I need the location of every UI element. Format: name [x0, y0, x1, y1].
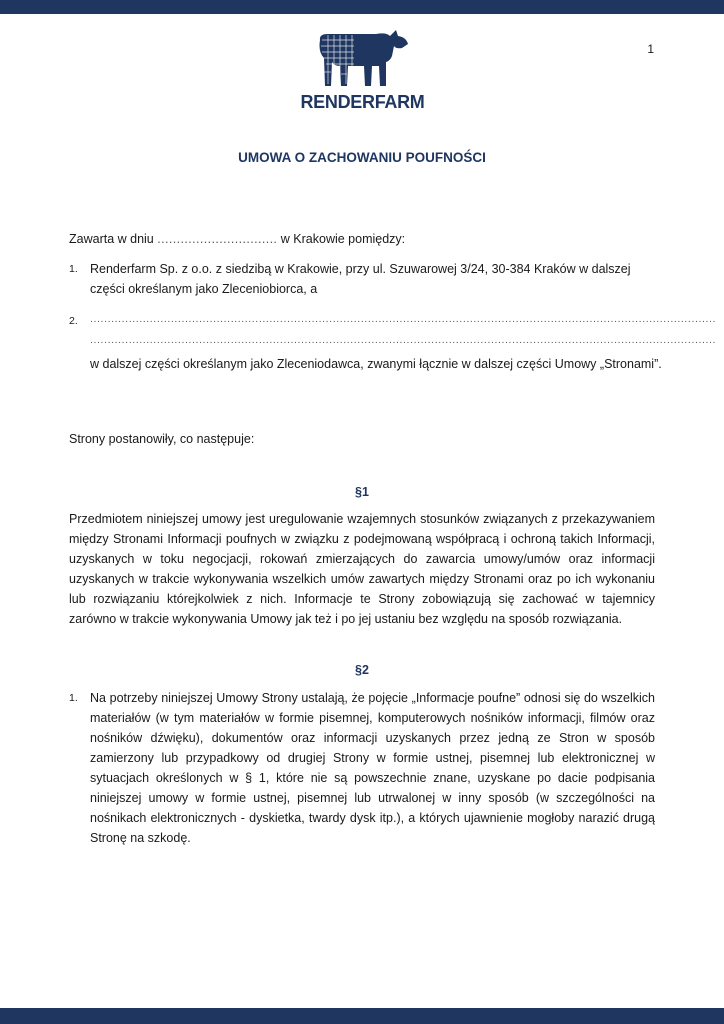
party-2-text: w dalszej części określanym jako Zleceniodawca, zwanymi łącznie w dalszej części Umowy „Stronami”.: [90, 357, 662, 371]
section-2-heading: §2: [355, 663, 369, 677]
section-1-heading: §1: [355, 485, 369, 499]
intro-date-dots: ...............................: [157, 232, 278, 246]
page-number: 1: [647, 42, 654, 56]
intro-line: [69, 229, 659, 249]
cow-icon: [314, 28, 410, 90]
bottom-bar: [0, 1008, 724, 1024]
top-bar: [0, 0, 724, 14]
document-title: UMOWA O ZACHOWANIU POUFNOŚCI: [238, 150, 486, 165]
logo-text: RENDERFARM: [300, 92, 425, 112]
party-2-dots-line-1: ..................................................................................................................................................................................: [90, 313, 717, 325]
section-1-text: Przedmiotem niniejszej umowy jest uregulowanie wzajemnych stosunków związanych z przekazywaniem między Stronami Informacji poufnych w związku z podejmowaną współpracą i ochroną takich Informacji, uzyskanych w toku negocjacji, rokowań zmierzających do zawarcia umowy/umów oraz informacji uzyskanych w trakcie wykonywania wszelkich umów zawartych między Stronami oraz po ich wykonaniu lub rozwiązaniu którejkolwiek z nich. Informacje te Strony zobowiązują się zachować w tajemnicy zarówno w trakcie wykonywania Umowy jak też i po jej ustaniu bez względu na sposób rozwiązania.: [69, 512, 655, 626]
resolved-text: Strony postanowiły, co następuje:: [69, 432, 255, 446]
logo: [290, 28, 435, 116]
party-1-number: 1.: [69, 263, 78, 275]
party-2-number: 2.: [69, 315, 78, 327]
intro-suffix: w Krakowie pomiędzy:: [280, 232, 406, 246]
section-2-item-text: Na potrzeby niniejszej Umowy Strony ustalają, że pojęcie „Informacje poufne” odnosi się do wszelkich materiałów (w tym materiałów w formie pisemnej, komputerowych nośników informacji, filmów oraz nośników dźwięku), dokumentów oraz informacji uzyskanych przez jedną ze Stron w sposób zamierzony lub przypadkowy od drugiej Strony w formie ustnej, pisemnej lub elektronicznej w sytuacjach określonych w § 1, które nie są powszechnie znane, uzyskane po dacie podpisania niniejszej umowy w formie ustnej, pisemnej lub utrwalonej w inny sposób (w szczególności na nośnikach elektronicznych - dyskietka, twardy dysk itp.), a których ujawnienie mogłoby narazić drugą Stronę na szkodę.: [90, 691, 655, 845]
party-2-dots-line-2: ..................................................................................................................................................................................: [90, 334, 717, 346]
intro-prefix: Zawarta w dniu: [69, 232, 154, 246]
section-2-item-number: 1.: [69, 692, 78, 704]
party-1-text: Renderfarm Sp. z o.o. z siedzibą w Krakowie, przy ul. Szuwarowej 3/24, 30-384 Kraków w dalszej części określanym jako Zleceniobiorca, a: [90, 262, 631, 296]
